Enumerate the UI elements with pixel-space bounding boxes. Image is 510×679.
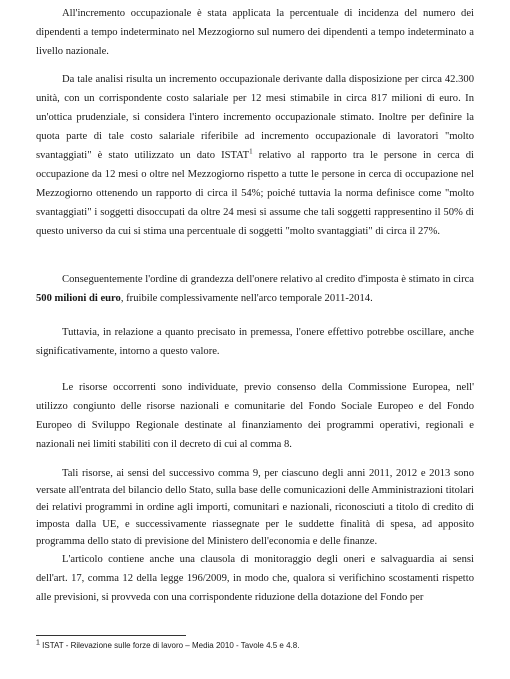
footnote-ref: 1 — [249, 147, 253, 156]
footnote-text: ISTAT - Rilevazione sulle forze di lavoro – Media 2010 - Tavole 4.5 e 4.8. — [39, 641, 300, 650]
paragraph-tuttavia: Tuttavia, in relazione a quanto precisato in premessa, l'onere effettivo potrebbe oscillare, anche significativamente, intorno a questo valore. — [36, 327, 474, 357]
paragraph-onere-part1: Conseguentemente l'ordine di grandezza dell'onere relativo al credito d'imposta è stimato in circa — [62, 274, 474, 285]
onere-amount: 500 milioni di euro — [36, 293, 121, 304]
paragraph-risorse: Le risorse occorrenti sono individuate, previo consenso della Commissione Europea, nell' utilizzo congiunto delle risorse nazionali e comunitarie del Fondo Sociale Europeo e del Fondo Europeo di Sviluppo Regionale destinate al finanziamento dei programmi operativi, regionali e nazionali nei limiti stabiliti con il decreto di cui al comma 8. — [36, 382, 474, 450]
paragraph-onere — [36, 270, 474, 308]
paragraph-onere-part2: , fruibile complessivamente nell'arco temporale 2011-2014. — [120, 293, 373, 304]
paragraph-monitoraggio: L'articolo contiene anche una clausola di monitoraggio degli oneri e salvaguardia ai sensi dell'art. 17, comma 12 della legge 196/2009, in modo che, qualora si verifichino scostamenti rispetto alle previsioni, si provveda con una corrispondente riduzione della dotazione del Fondo per — [36, 554, 474, 603]
paragraph-analisi-part2: relativo al rapporto tra le persone in cerca di occupazione da 12 mesi o oltre nel Mezzogiorno rispetto a tutte le persone in cerca di occupazione nel Mezzogiorno ottenendo un rapporto di circa il 54%; poiché tuttavia la norma definisce come "molto svantaggiati" i soggetti disoccupati da oltre 24 mesi si assume che tali soggetti rappresentino il 50% di questo universo da cui si stima una percentuale di soggetti "molto svantaggiati" di circa il 27%. — [36, 150, 474, 237]
footnote-mark: 1 — [36, 639, 40, 647]
paragraph-incidenza: All'incremento occupazionale è stata applicata la percentuale di incidenza del numero dei dipendenti a tempo indeterminato nel Mezzogiorno sul numero dei dipendenti a tempo indeterminato a livello nazionale. — [36, 8, 474, 57]
footnote-divider — [36, 635, 186, 636]
paragraph-analisi — [36, 70, 474, 241]
footnote — [36, 641, 299, 650]
paragraph-tali-risorse: Tali risorse, ai sensi del successivo comma 9, per ciascuno degli anni 2011, 2012 e 2013 sono versate all'entrata del bilancio dello Stato, sulla base delle comunicazioni delle Amministrazioni titolari dei relativi programmi in ordine agli importi, comunitari e nazionali, riconosciuti a titolo di credito di imposta dalla UE, e successivamente riassegnate per le suddette finalità di spesa, ad apposito programma dello stato di previsione del Ministero dell'economia e delle finanze. — [36, 468, 474, 547]
paragraph-analisi-part1: Da tale analisi risulta un incremento occupazionale derivante dalla disposizione per circa 42.300 unità, con un corrispondente costo salariale per 12 mesi stimabile in circa 817 milioni di euro. In un'ottica prudenziale, si considera l'intero incremento occupazionale stimato. Inoltre per definire la quota parte di tale costo salariale riferibile ad incremento occupazionale di lavoratori "molto svantaggiati" è stato utilizzato un dato ISTAT — [36, 74, 474, 161]
